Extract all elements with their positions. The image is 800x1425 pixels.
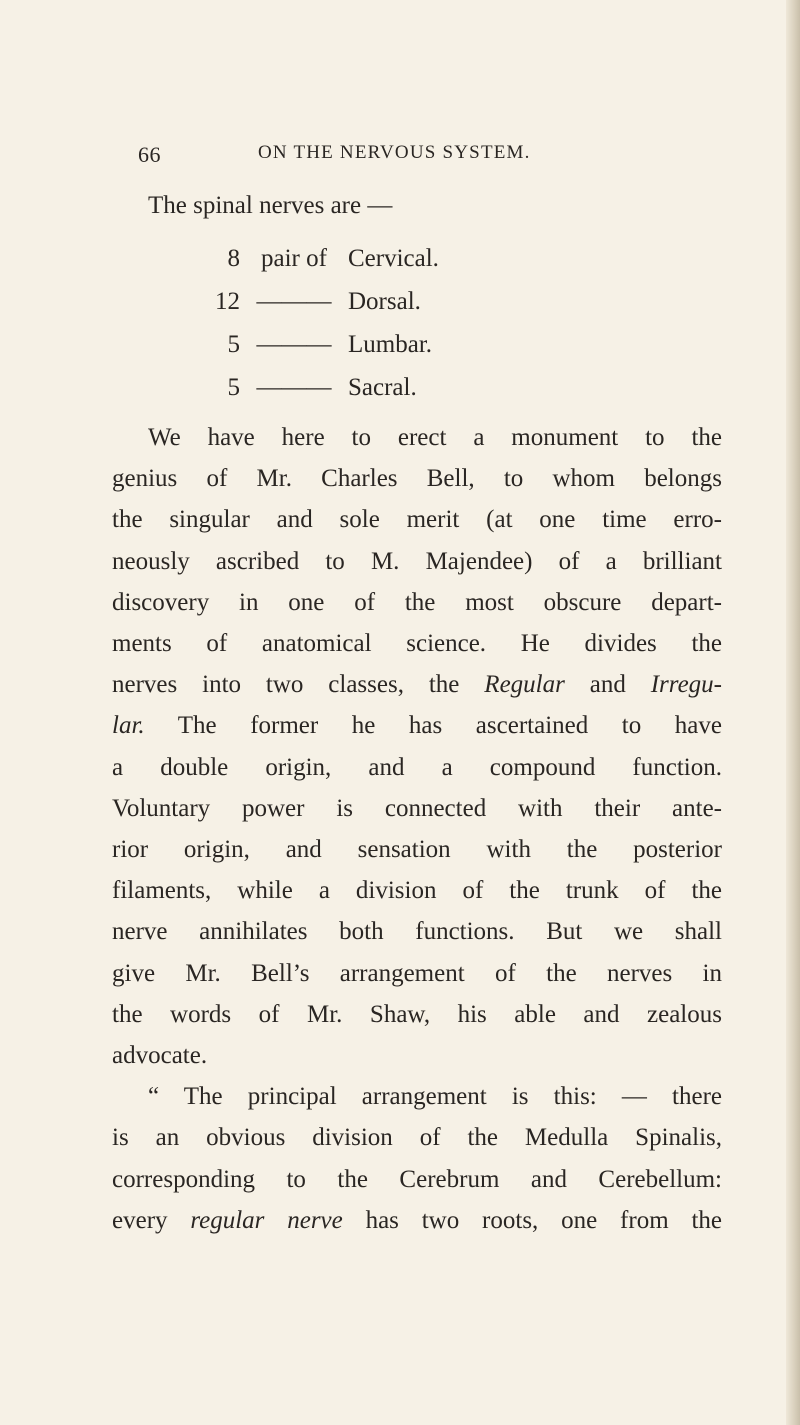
text-line [112, 705, 722, 746]
text-line: filaments, while a division of the trunk of the [112, 877, 722, 905]
text-line: neously ascribed to M. Majendee) of a brilliant [112, 547, 722, 575]
text-line: nerve annihilates both functions. But we shall [112, 918, 722, 946]
text-run: nerves into two classes, the [112, 671, 485, 699]
nerve-count: 5 [227, 374, 240, 401]
text-run: every [112, 1206, 191, 1234]
italic-term: lar. [112, 712, 145, 740]
text-run: The former he has ascertained to have [144, 712, 722, 740]
text-line: advocate. [112, 1042, 208, 1070]
text-line: Voluntary power is connected with their ante- [112, 794, 722, 822]
intro-sentence: The spinal nerves are — [148, 192, 393, 219]
text-line: the singular and sole merit (at one time erro- [112, 506, 722, 534]
text-line: “ The principal arrangement is this: — there [148, 1083, 722, 1111]
nerve-name: Cervical. [348, 245, 439, 272]
running-title: ON THE NERVOUS SYSTEM. [258, 142, 531, 163]
text-line: give Mr. Bell’s arrangement of the nerves in [112, 959, 722, 987]
page-number: 66 [138, 142, 161, 167]
text-line: is an obvious division of the Medulla Spinalis, [112, 1124, 722, 1152]
text-run: has two roots, one from the [342, 1206, 722, 1234]
nerve-count: 8 [227, 245, 240, 272]
nerve-count: 12 [215, 288, 240, 315]
nerve-separator: pair of [261, 245, 327, 272]
text-line: ments of anatomical science. He divides the [112, 630, 722, 658]
text-line: We have here to erect a monument to the [148, 424, 722, 451]
text-line: a double origin, and a compound function. [112, 753, 722, 781]
body-text [112, 417, 722, 1241]
page-edge [786, 0, 800, 1425]
nerve-row [210, 331, 439, 374]
text-line: the words of Mr. Shaw, his able and zealous [112, 1000, 722, 1028]
nerve-name: Dorsal. [348, 288, 421, 315]
nerve-separator: ——— [256, 288, 332, 315]
italic-term: regular nerve [190, 1206, 343, 1234]
nerve-name: Lumbar. [348, 331, 433, 358]
nerve-row [210, 288, 439, 331]
spinal-nerve-list [210, 245, 439, 417]
text-line [112, 664, 722, 705]
text-line: rior origin, and sensation with the posterior [112, 836, 722, 864]
nerve-separator: ——— [256, 374, 332, 401]
text-line: corresponding to the Cerebrum and Cerebellum: [112, 1165, 722, 1193]
text-line: discovery in one of the most obscure depart- [112, 588, 722, 616]
nerve-row [210, 245, 439, 288]
italic-term: Irregu- [650, 671, 722, 699]
nerve-name: Sacral. [348, 374, 417, 401]
text-line [112, 1200, 722, 1241]
nerve-count: 5 [227, 331, 240, 358]
nerve-row [210, 374, 439, 417]
text-line: genius of Mr. Charles Bell, to whom belongs [112, 465, 722, 493]
nerve-separator: ——— [256, 331, 332, 358]
italic-term: Regular [484, 671, 565, 699]
text-run: and [564, 671, 651, 699]
